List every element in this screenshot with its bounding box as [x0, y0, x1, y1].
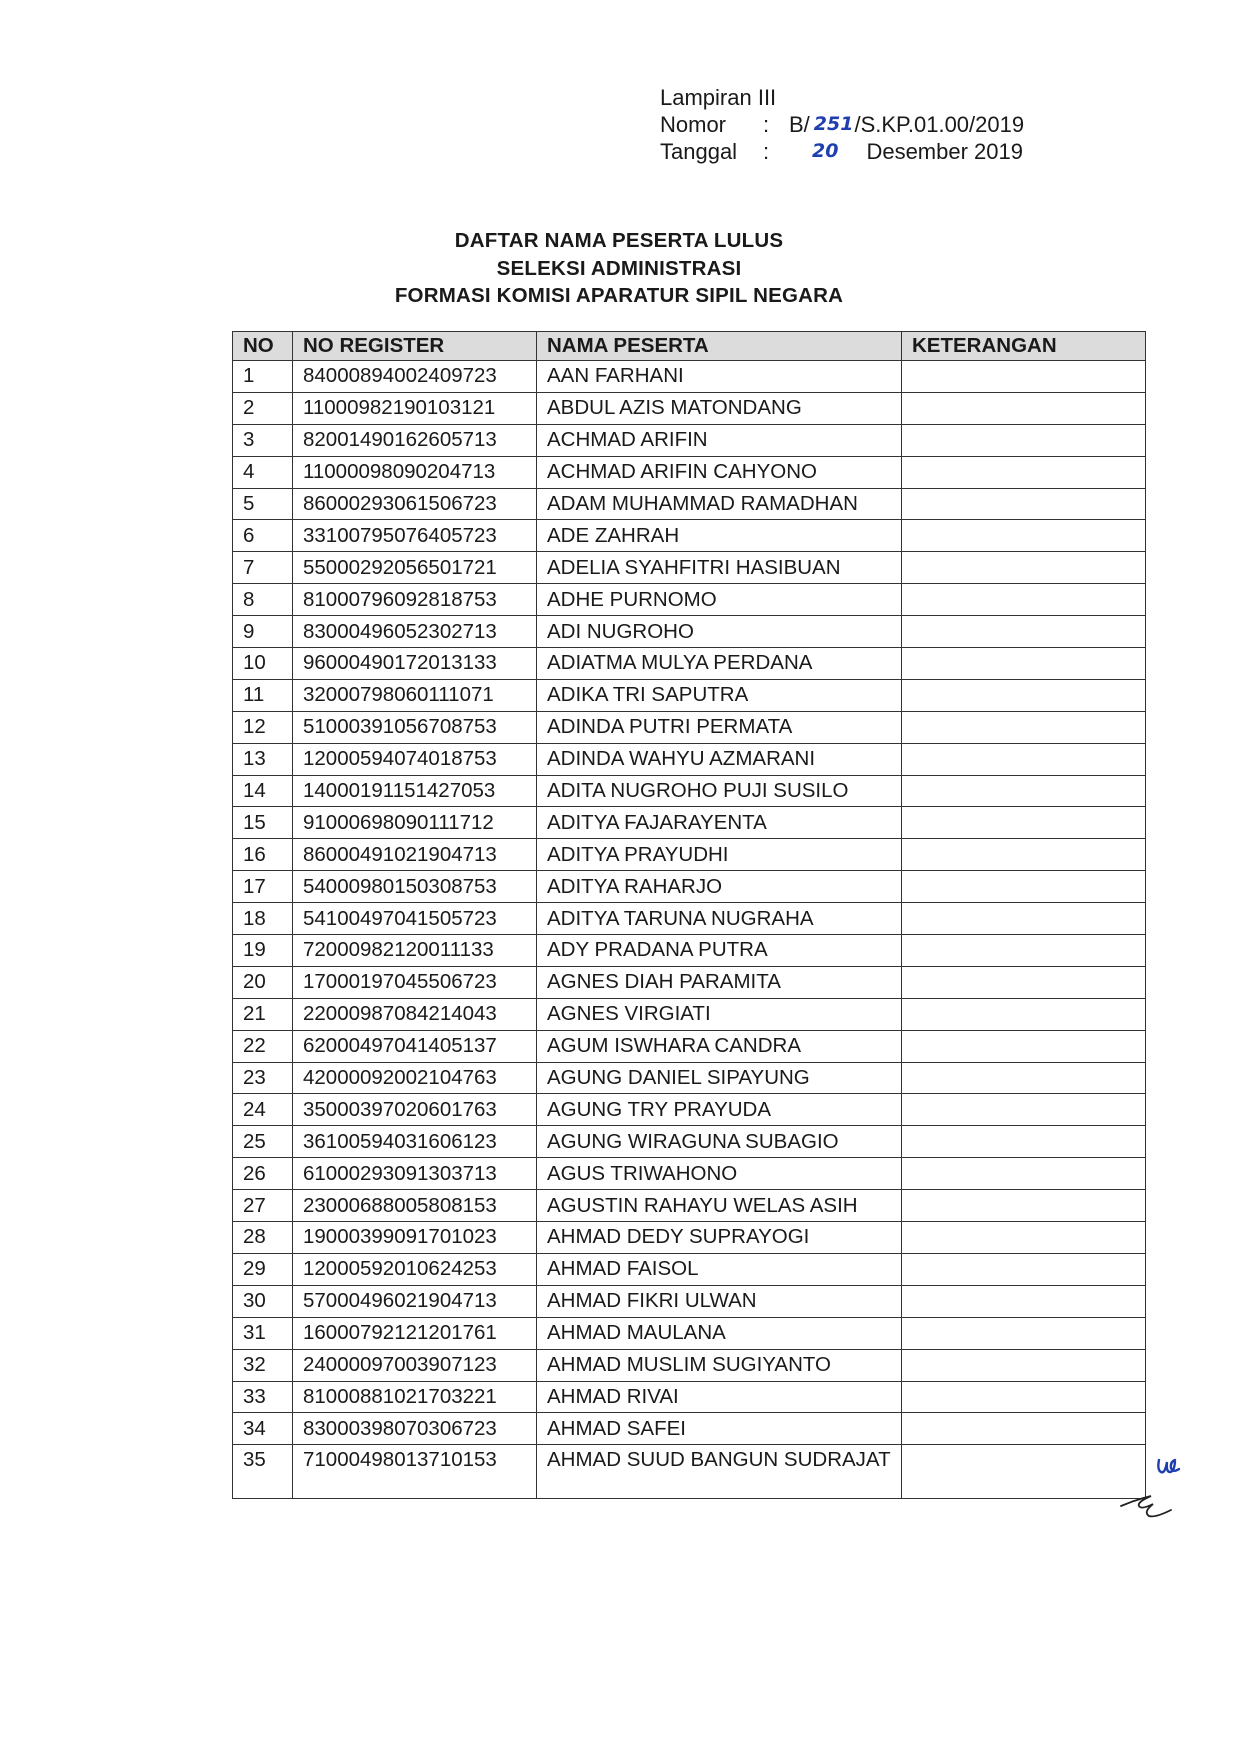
table-row	[233, 966, 1146, 998]
title-line-3: FORMASI KOMISI APARATUR SIPIL NEGARA	[394, 284, 844, 307]
cell-note	[902, 1413, 1146, 1445]
cell-note	[902, 552, 1146, 584]
cell-name: ADINDA WAHYU AZMARANI	[537, 743, 902, 775]
cell-no: 15	[233, 807, 293, 839]
cell-register: 86000293061506723	[293, 488, 537, 520]
cell-name: AGUNG DANIEL SIPAYUNG	[537, 1062, 902, 1094]
cell-register: 12000592010624253	[293, 1253, 537, 1285]
cell-register: 14000191151427053	[293, 775, 537, 807]
table-row	[233, 488, 1146, 520]
table-body	[233, 361, 1146, 1499]
cell-note	[902, 998, 1146, 1030]
cell-name: ADIKA TRI SAPUTRA	[537, 679, 902, 711]
cell-note	[902, 1126, 1146, 1158]
cell-register: 54100497041505723	[293, 903, 537, 935]
title-line-1: DAFTAR NAMA PESERTA LULUS	[454, 229, 784, 252]
table-row	[233, 1222, 1146, 1254]
cell-note	[902, 1253, 1146, 1285]
table-row	[233, 1253, 1146, 1285]
table-row	[233, 1413, 1146, 1445]
table-row	[233, 1126, 1146, 1158]
cell-no: 19	[233, 935, 293, 967]
date-line	[660, 138, 1024, 165]
handwritten-initials-icon	[1115, 1448, 1195, 1520]
cell-note	[902, 424, 1146, 456]
cell-register: 22000987084214043	[293, 998, 537, 1030]
cell-note	[902, 1030, 1146, 1062]
cell-name: AGNES DIAH PARAMITA	[537, 966, 902, 998]
document-meta	[660, 84, 1024, 165]
table-row	[233, 424, 1146, 456]
cell-no: 29	[233, 1253, 293, 1285]
table-row	[233, 648, 1146, 680]
cell-register: 23000688005808153	[293, 1190, 537, 1222]
cell-no: 13	[233, 743, 293, 775]
cell-register: 83000398070306723	[293, 1413, 537, 1445]
cell-name: AGUSTIN RAHAYU WELAS ASIH	[537, 1190, 902, 1222]
table-row	[233, 903, 1146, 935]
cell-register: 51000391056708753	[293, 711, 537, 743]
cell-register: 32000798060111071	[293, 679, 537, 711]
cell-register: 55000292056501721	[293, 552, 537, 584]
cell-name: ADIATMA MULYA PERDANA	[537, 648, 902, 680]
cell-name: AHMAD SAFEI	[537, 1413, 902, 1445]
table-row	[233, 1349, 1146, 1381]
table-row	[233, 1158, 1146, 1190]
cell-no: 35	[233, 1445, 293, 1499]
cell-name: ACHMAD ARIFIN	[537, 424, 902, 456]
cell-no: 21	[233, 998, 293, 1030]
table-row	[233, 1381, 1146, 1413]
cell-register: 17000197045506723	[293, 966, 537, 998]
cell-name: ADAM MUHAMMAD RAMADHAN	[537, 488, 902, 520]
cell-name: ADITA NUGROHO PUJI SUSILO	[537, 775, 902, 807]
cell-no: 10	[233, 648, 293, 680]
cell-register: 24000097003907123	[293, 1349, 537, 1381]
cell-no: 31	[233, 1317, 293, 1349]
table-row	[233, 616, 1146, 648]
cell-no: 1	[233, 361, 293, 393]
table-row	[233, 998, 1146, 1030]
table-row	[233, 743, 1146, 775]
number-colon: :	[763, 112, 770, 137]
cell-note	[902, 839, 1146, 871]
column-header-register: NO REGISTER	[293, 332, 537, 361]
cell-name: AHMAD SUUD BANGUN SUDRAJAT	[537, 1445, 902, 1499]
table-row	[233, 711, 1146, 743]
cell-no: 30	[233, 1285, 293, 1317]
number-handwritten: 251	[813, 113, 854, 135]
cell-no: 3	[233, 424, 293, 456]
cell-register: 61000293091303713	[293, 1158, 537, 1190]
cell-note	[902, 1381, 1146, 1413]
cell-no: 16	[233, 839, 293, 871]
cell-note	[902, 807, 1146, 839]
cell-name: AHMAD FIKRI ULWAN	[537, 1285, 902, 1317]
cell-name: ADHE PURNOMO	[537, 584, 902, 616]
cell-name: ADE ZAHRAH	[537, 520, 902, 552]
cell-name: AHMAD MUSLIM SUGIYANTO	[537, 1349, 902, 1381]
cell-name: ABDUL AZIS MATONDANG	[537, 392, 902, 424]
cell-note	[902, 1158, 1146, 1190]
cell-register: 11000982190103121	[293, 392, 537, 424]
cell-name: AHMAD RIVAI	[537, 1381, 902, 1413]
cell-no: 7	[233, 552, 293, 584]
table-row	[233, 775, 1146, 807]
date-month-year: Desember 2019	[866, 139, 1023, 164]
cell-register: 71000498013710153	[293, 1445, 537, 1499]
cell-note	[902, 488, 1146, 520]
table-row	[233, 839, 1146, 871]
cell-register: 54000980150308753	[293, 871, 537, 903]
table-row	[233, 1317, 1146, 1349]
table-row	[233, 1445, 1146, 1499]
cell-register: 86000491021904713	[293, 839, 537, 871]
cell-no: 23	[233, 1062, 293, 1094]
cell-note	[902, 520, 1146, 552]
number-line	[660, 111, 1024, 138]
cell-name: ADITYA FAJARAYENTA	[537, 807, 902, 839]
cell-name: AGNES VIRGIATI	[537, 998, 902, 1030]
table-row	[233, 679, 1146, 711]
cell-note	[902, 1094, 1146, 1126]
cell-register: 62000497041405137	[293, 1030, 537, 1062]
cell-no: 28	[233, 1222, 293, 1254]
date-handwritten: 20	[812, 140, 839, 162]
cell-no: 8	[233, 584, 293, 616]
cell-no: 12	[233, 711, 293, 743]
cell-register: 82001490162605713	[293, 424, 537, 456]
cell-note	[902, 361, 1146, 393]
cell-no: 18	[233, 903, 293, 935]
table-row	[233, 520, 1146, 552]
table-row	[233, 1030, 1146, 1062]
cell-register: 12000594074018753	[293, 743, 537, 775]
cell-register: 81000881021703221	[293, 1381, 537, 1413]
cell-register: 96000490172013133	[293, 648, 537, 680]
table-row	[233, 361, 1146, 393]
cell-note	[902, 966, 1146, 998]
cell-register: 11000098090204713	[293, 456, 537, 488]
cell-name: AHMAD MAULANA	[537, 1317, 902, 1349]
cell-name: ADITYA TARUNA NUGRAHA	[537, 903, 902, 935]
number-label: Nomor	[660, 112, 727, 137]
cell-name: ACHMAD ARIFIN CAHYONO	[537, 456, 902, 488]
cell-no: 4	[233, 456, 293, 488]
cell-no: 32	[233, 1349, 293, 1381]
cell-no: 6	[233, 520, 293, 552]
cell-no: 20	[233, 966, 293, 998]
cell-name: ADI NUGROHO	[537, 616, 902, 648]
cell-note	[902, 1445, 1146, 1499]
cell-name: ADINDA PUTRI PERMATA	[537, 711, 902, 743]
date-colon: :	[763, 139, 770, 164]
cell-note	[902, 1062, 1146, 1094]
cell-note	[902, 775, 1146, 807]
cell-name: AGUNG TRY PRAYUDA	[537, 1094, 902, 1126]
cell-register: 42000092002104763	[293, 1062, 537, 1094]
cell-name: ADITYA RAHARJO	[537, 871, 902, 903]
cell-no: 33	[233, 1381, 293, 1413]
table-row	[233, 807, 1146, 839]
cell-note	[902, 616, 1146, 648]
column-header-note: KETERANGAN	[902, 332, 1146, 361]
title-line-2: SELEKSI ADMINISTRASI	[496, 256, 742, 280]
attachment-label: Lampiran III	[660, 85, 777, 110]
table-row	[233, 1094, 1146, 1126]
cell-no: 34	[233, 1413, 293, 1445]
table-row	[233, 392, 1146, 424]
cell-no: 22	[233, 1030, 293, 1062]
table-row	[233, 1062, 1146, 1094]
cell-note	[902, 1317, 1146, 1349]
cell-name: AHMAD FAISOL	[537, 1253, 902, 1285]
cell-note	[902, 743, 1146, 775]
cell-note	[902, 392, 1146, 424]
number-prefix: B/	[789, 112, 810, 137]
cell-register: 16000792121201761	[293, 1317, 537, 1349]
attachment-line	[660, 84, 1024, 111]
cell-name: AGUM ISWHARA CANDRA	[537, 1030, 902, 1062]
cell-name: AGUNG WIRAGUNA SUBAGIO	[537, 1126, 902, 1158]
cell-register: 83000496052302713	[293, 616, 537, 648]
cell-note	[902, 679, 1146, 711]
cell-note	[902, 871, 1146, 903]
cell-note	[902, 584, 1146, 616]
cell-name: ADELIA SYAHFITRI HASIBUAN	[537, 552, 902, 584]
cell-name: AAN FARHANI	[537, 361, 902, 393]
table-header-row	[233, 332, 1146, 361]
column-header-name: NAMA PESERTA	[537, 332, 902, 361]
cell-register: 36100594031606123	[293, 1126, 537, 1158]
cell-register: 33100795076405723	[293, 520, 537, 552]
cell-no: 27	[233, 1190, 293, 1222]
cell-note	[902, 1190, 1146, 1222]
cell-note	[902, 648, 1146, 680]
cell-register: 35000397020601763	[293, 1094, 537, 1126]
cell-note	[902, 903, 1146, 935]
cell-note	[902, 1222, 1146, 1254]
cell-no: 14	[233, 775, 293, 807]
cell-register: 72000982120011133	[293, 935, 537, 967]
cell-no: 17	[233, 871, 293, 903]
table-row	[233, 584, 1146, 616]
table-row	[233, 935, 1146, 967]
participants-table	[232, 331, 1146, 1499]
table-row	[233, 871, 1146, 903]
table-row	[233, 552, 1146, 584]
cell-register: 19000399091701023	[293, 1222, 537, 1254]
cell-no: 26	[233, 1158, 293, 1190]
document-title	[0, 227, 1238, 310]
cell-register: 91000698090111712	[293, 807, 537, 839]
column-header-no: NO	[233, 332, 293, 361]
number-suffix: /S.KP.01.00/2019	[854, 112, 1025, 137]
cell-no: 24	[233, 1094, 293, 1126]
cell-name: ADITYA PRAYUDHI	[537, 839, 902, 871]
cell-name: AGUS TRIWAHONO	[537, 1158, 902, 1190]
cell-no: 5	[233, 488, 293, 520]
date-label: Tanggal	[660, 139, 738, 164]
cell-note	[902, 1349, 1146, 1381]
cell-register: 81000796092818753	[293, 584, 537, 616]
cell-name: ADY PRADANA PUTRA	[537, 935, 902, 967]
cell-no: 25	[233, 1126, 293, 1158]
table-row	[233, 1285, 1146, 1317]
cell-name: AHMAD DEDY SUPRAYOGI	[537, 1222, 902, 1254]
cell-note	[902, 935, 1146, 967]
cell-no: 9	[233, 616, 293, 648]
cell-no: 2	[233, 392, 293, 424]
table-row	[233, 1190, 1146, 1222]
cell-no: 11	[233, 679, 293, 711]
table-row	[233, 456, 1146, 488]
cell-note	[902, 1285, 1146, 1317]
cell-note	[902, 456, 1146, 488]
cell-note	[902, 711, 1146, 743]
cell-register: 57000496021904713	[293, 1285, 537, 1317]
cell-register: 84000894002409723	[293, 361, 537, 393]
